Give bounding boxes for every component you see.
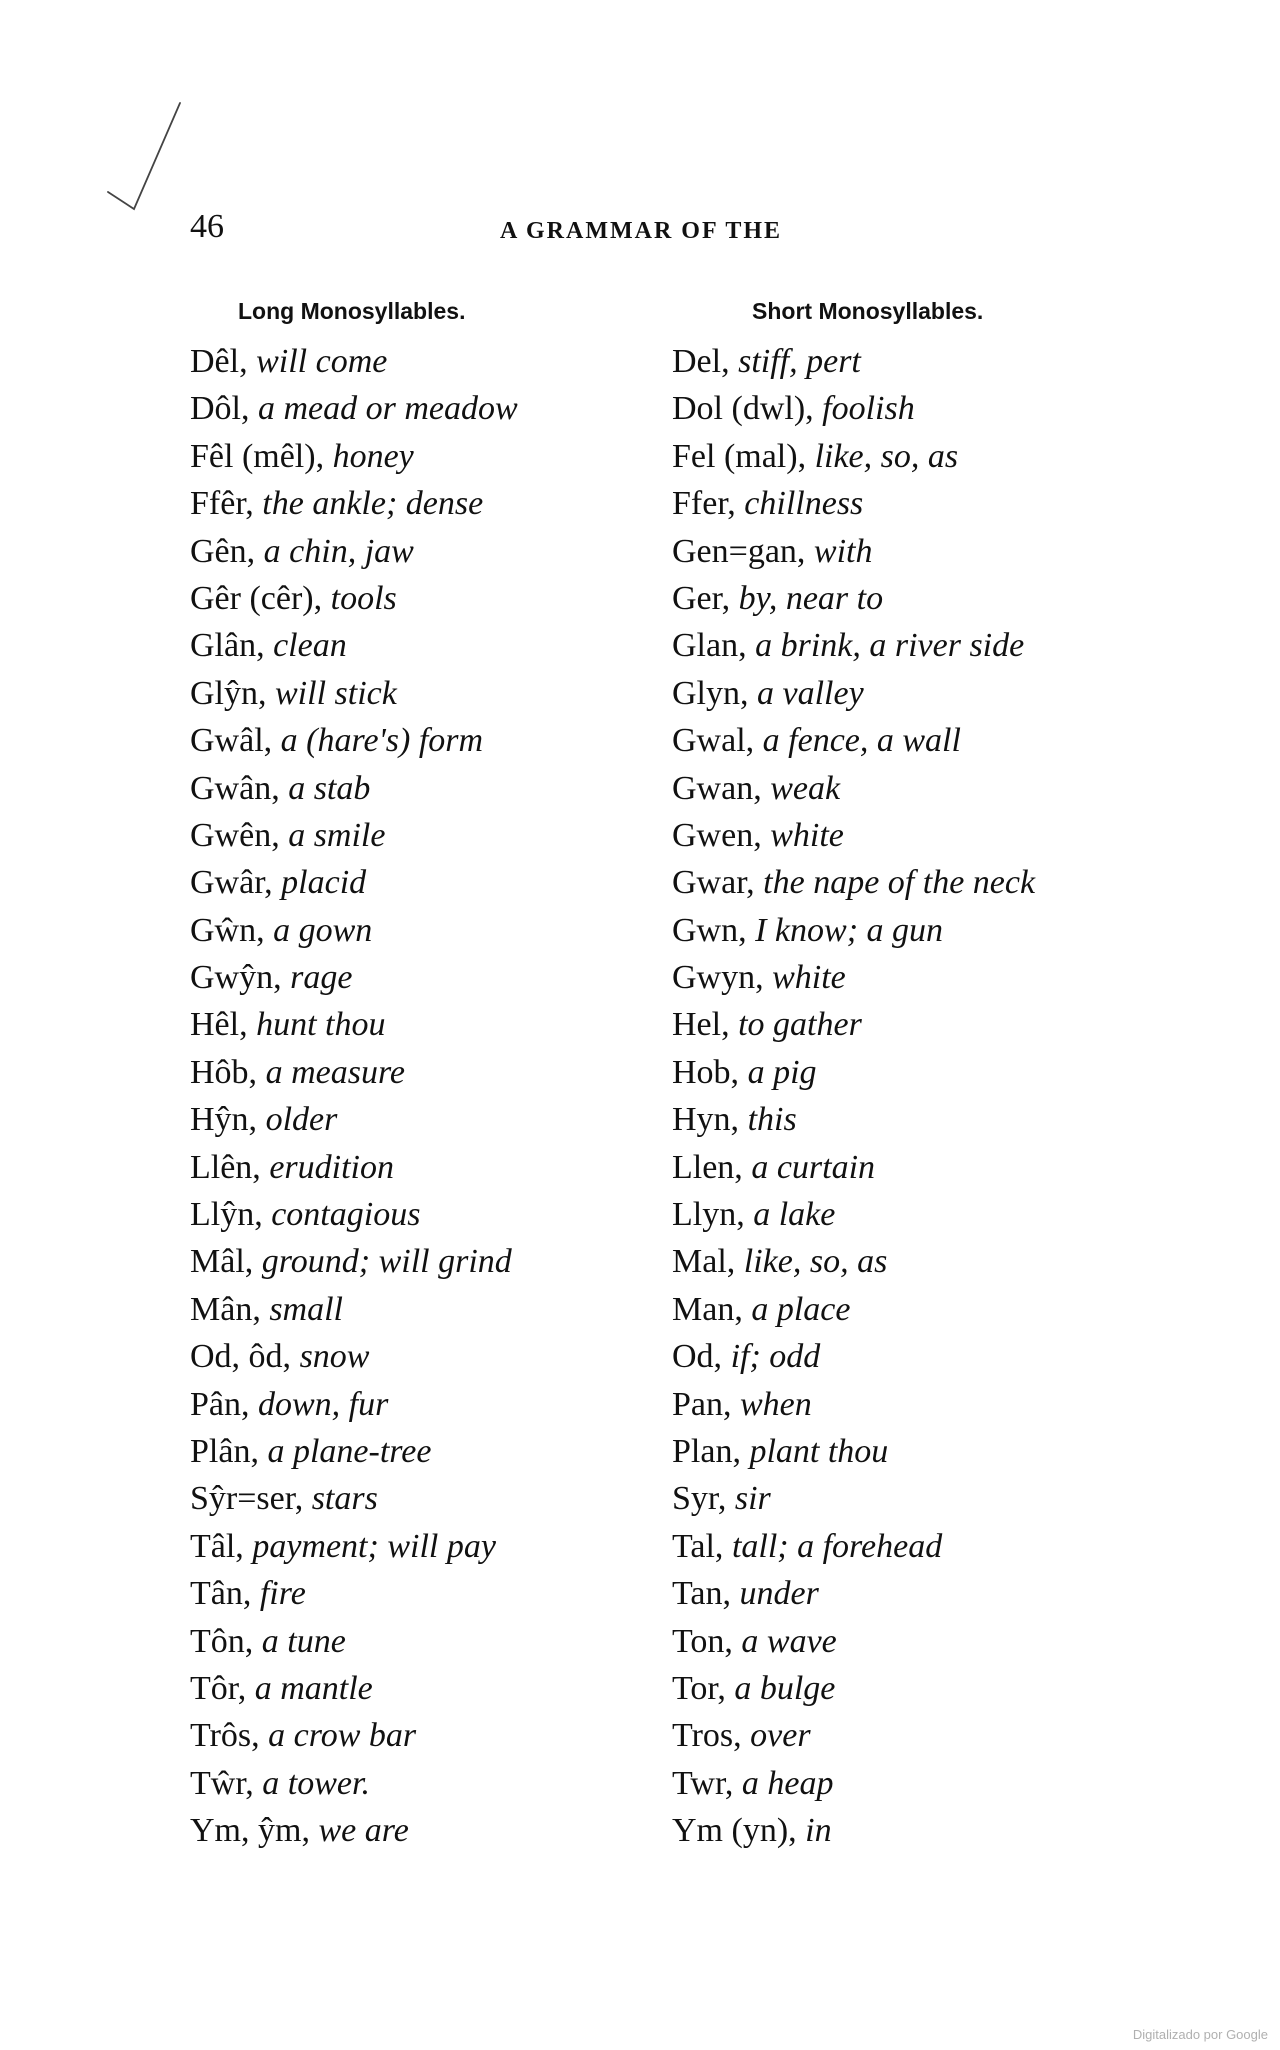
headword: Man, (672, 1290, 752, 1328)
short-monosyllables-list (672, 338, 1035, 1855)
gloss: contagious (271, 1196, 421, 1234)
headword: Plân, (190, 1432, 268, 1470)
headword: Tôn, (190, 1622, 262, 1660)
gloss: a bulge (734, 1669, 836, 1707)
headword: Mal, (672, 1243, 744, 1281)
headword: Gwan, (672, 769, 771, 807)
headword: Llyn, (672, 1196, 754, 1234)
headword: Glŷn, (190, 674, 275, 712)
gloss: a valley (757, 674, 864, 712)
dictionary-entry (672, 670, 1035, 717)
short-monosyllables-header: Short Monosyllables. (752, 298, 984, 324)
gloss: will come (256, 343, 388, 380)
gloss: I know; a gun (755, 911, 944, 949)
headword: Hob, (672, 1053, 748, 1091)
headword: Pân, (190, 1385, 258, 1423)
page-number: 46 (190, 208, 224, 245)
gloss: with (813, 532, 873, 570)
dictionary-entry (672, 1475, 1035, 1522)
headword: Fêl (mêl), (190, 437, 333, 475)
dictionary-entry (190, 480, 518, 527)
gloss: a mantle (254, 1669, 373, 1707)
dictionary-entry (672, 433, 1035, 480)
headword: Gen=gan, (672, 532, 814, 570)
gloss: chillness (744, 485, 864, 523)
headword: Gwŷn, (190, 959, 291, 997)
dictionary-entry (190, 1523, 518, 1570)
dictionary-entry (672, 1381, 1035, 1428)
gloss: a place (751, 1290, 851, 1328)
dictionary-entry (672, 859, 1035, 906)
gloss: weak (770, 769, 841, 807)
headword: Dol (dwl), (672, 390, 823, 428)
gloss: a wave (741, 1622, 837, 1660)
gloss: under (739, 1575, 819, 1613)
headword: Gwen, (672, 816, 771, 854)
gloss: older (265, 1101, 338, 1139)
dictionary-entry (672, 575, 1035, 622)
dictionary-entry (190, 1286, 518, 1333)
long-monosyllables-list (190, 338, 518, 1855)
dictionary-entry (672, 528, 1035, 575)
dictionary-entry (672, 1428, 1035, 1475)
headword: Gên, (190, 532, 264, 570)
headword: Llŷn, (190, 1196, 272, 1234)
headword: Gwân, (190, 769, 289, 807)
dictionary-entry (672, 1807, 1035, 1854)
dictionary-entry (672, 1665, 1035, 1712)
dictionary-entry (190, 1760, 518, 1807)
gloss: snow (299, 1338, 370, 1376)
gloss: over (750, 1717, 811, 1755)
headword: Fel (mal), (672, 437, 815, 475)
gloss: will stick (275, 674, 397, 712)
dictionary-entry (672, 717, 1035, 764)
headword: Gwn, (672, 911, 756, 949)
dictionary-entry (672, 1049, 1035, 1096)
headword: Trôs, (190, 1717, 269, 1755)
headword: Gwyn, (672, 959, 773, 997)
headword: Twr, (672, 1764, 742, 1802)
dictionary-entry (672, 907, 1035, 954)
gloss: by, near to (738, 579, 884, 617)
dictionary-entry (672, 1760, 1035, 1807)
dictionary-entry (672, 338, 1035, 385)
headword: Hel, (672, 1006, 739, 1044)
gloss: rage (290, 959, 353, 997)
watermark: Digitalizado por Google (1132, 2027, 1268, 2042)
gloss: small (269, 1290, 344, 1328)
dictionary-entry (190, 1712, 518, 1759)
headword: Gwar, (672, 864, 764, 902)
headword: Pan, (672, 1385, 740, 1423)
gloss: tools (330, 579, 397, 617)
dictionary-entry (190, 528, 518, 575)
gloss: in (805, 1812, 832, 1850)
gloss: we are (318, 1812, 409, 1850)
dictionary-entry (672, 1096, 1035, 1143)
dictionary-entry (672, 954, 1035, 1001)
long-monosyllables-header: Long Monosyllables. (238, 298, 466, 324)
dictionary-entry (672, 1001, 1035, 1048)
gloss: ground; will grind (261, 1243, 512, 1281)
headword: Tân, (190, 1575, 260, 1613)
dictionary-entry (190, 433, 518, 480)
headword: Mân, (190, 1290, 270, 1328)
gloss: a gown (273, 911, 373, 949)
headword: Plan, (672, 1432, 750, 1470)
dictionary-entry (190, 385, 518, 432)
dictionary-entry (672, 812, 1035, 859)
gloss: payment; will pay (252, 1527, 496, 1565)
gloss: this (747, 1101, 797, 1139)
dictionary-entry (190, 1665, 518, 1712)
headword: Tâl, (190, 1527, 253, 1565)
gloss: clean (273, 627, 347, 665)
dictionary-entry (190, 1333, 518, 1380)
gloss: a fence, a wall (762, 722, 961, 760)
pencil-checkmark-mark (100, 95, 190, 215)
gloss: if; odd (730, 1338, 821, 1376)
dictionary-entry (190, 1191, 518, 1238)
gloss: a plane-tree (267, 1432, 432, 1470)
dictionary-entry (190, 1096, 518, 1143)
headword: Tan, (672, 1575, 740, 1613)
gloss: a smile (288, 816, 386, 854)
headword: Gwâl, (190, 722, 281, 760)
gloss: the nape of the neck (763, 864, 1036, 902)
headword: Glan, (672, 627, 756, 665)
headword: Ger, (672, 579, 739, 617)
gloss: the ankle; dense (262, 485, 484, 523)
dictionary-entry (672, 622, 1035, 669)
gloss: a chin, jaw (263, 532, 414, 570)
dictionary-entry (190, 622, 518, 669)
headword: Del, (672, 343, 739, 380)
dictionary-entry (190, 907, 518, 954)
dictionary-entry (190, 1618, 518, 1665)
gloss: a stab (288, 769, 371, 807)
headword: Tôr, (190, 1669, 255, 1707)
headword: Tŵr, (190, 1764, 263, 1802)
gloss: white (770, 816, 844, 854)
headword: Tros, (672, 1717, 751, 1755)
dictionary-entry (190, 1238, 518, 1285)
gloss: fire (259, 1575, 306, 1613)
gloss: hunt thou (256, 1006, 386, 1044)
gloss: a crow bar (268, 1717, 417, 1755)
dictionary-entry (190, 1381, 518, 1428)
headword: Gwâr, (190, 864, 282, 902)
dictionary-entry (672, 1523, 1035, 1570)
dictionary-entry (672, 1144, 1035, 1191)
dictionary-entry (190, 1570, 518, 1617)
dictionary-entry (190, 1049, 518, 1096)
dictionary-entry (190, 859, 518, 906)
gloss: plant thou (749, 1432, 889, 1470)
headword: Hôb, (190, 1053, 266, 1091)
headword: Ym (yn), (672, 1812, 806, 1850)
dictionary-entry (190, 954, 518, 1001)
gloss: foolish (822, 390, 915, 428)
headword: Llen, (672, 1148, 752, 1186)
gloss: a heap (741, 1764, 834, 1802)
headword: Hyn, (672, 1101, 748, 1139)
gloss: honey (332, 437, 414, 475)
dictionary-entry (672, 765, 1035, 812)
headword: Tal, (672, 1527, 732, 1565)
dictionary-entry (672, 480, 1035, 527)
gloss: a curtain (751, 1148, 876, 1186)
gloss: a lake (753, 1196, 836, 1234)
dictionary-entry (672, 1570, 1035, 1617)
headword: Ffêr, (190, 485, 263, 523)
gloss: down, fur (258, 1385, 389, 1423)
headword: Ton, (672, 1622, 742, 1660)
headword: Od, ôd, (190, 1338, 300, 1376)
headword: Gwal, (672, 722, 763, 760)
gloss: a brink, a river side (755, 627, 1025, 665)
dictionary-entry (190, 575, 518, 622)
dictionary-entry (672, 1712, 1035, 1759)
gloss: stars (311, 1480, 378, 1518)
dictionary-entry (672, 385, 1035, 432)
gloss: like, so, as (743, 1243, 888, 1281)
dictionary-entry (672, 1238, 1035, 1285)
headword: Dêl, (190, 343, 257, 380)
headword: Hêl, (190, 1006, 257, 1044)
dictionary-entry (190, 1428, 518, 1475)
dictionary-entry (190, 338, 518, 385)
gloss: a mead or meadow (258, 390, 518, 428)
gloss: a (hare's) form (280, 722, 484, 760)
gloss: sir (734, 1480, 771, 1518)
dictionary-entry (190, 1144, 518, 1191)
headword: Syr, (672, 1480, 735, 1518)
gloss: a measure (265, 1053, 405, 1091)
headword: Ym, ŷm, (190, 1812, 319, 1850)
dictionary-entry (190, 1001, 518, 1048)
headword: Gwên, (190, 816, 289, 854)
headword: Od, (672, 1338, 731, 1376)
headword: Mâl, (190, 1243, 262, 1281)
dictionary-entry (672, 1618, 1035, 1665)
gloss: erudition (269, 1148, 394, 1186)
gloss: when (740, 1385, 812, 1423)
dictionary-entry (190, 812, 518, 859)
headword: Gŵn, (190, 911, 274, 949)
gloss: placid (281, 864, 367, 902)
gloss: tall; a forehead (731, 1527, 943, 1565)
headword: Dôl, (190, 390, 258, 428)
gloss: a tower. (262, 1764, 370, 1802)
gloss: to gather (738, 1006, 862, 1044)
dictionary-entry (190, 1807, 518, 1854)
dictionary-entry (672, 1191, 1035, 1238)
dictionary-entry (190, 717, 518, 764)
headword: Ffer, (672, 485, 745, 523)
gloss: a pig (747, 1053, 817, 1091)
running-head: A GRAMMAR OF THE (500, 218, 782, 244)
headword: Glyn, (672, 674, 757, 712)
headword: Hŷn, (190, 1101, 266, 1139)
gloss: like, so, as (814, 437, 959, 475)
headword: Glân, (190, 627, 274, 665)
gloss: white (772, 959, 846, 997)
headword: Sŷr=ser, (190, 1480, 312, 1518)
gloss: a tune (261, 1622, 346, 1660)
dictionary-entry (190, 1475, 518, 1522)
dictionary-entry (672, 1333, 1035, 1380)
headword: Gêr (cêr), (190, 579, 331, 617)
headword: Llên, (190, 1148, 270, 1186)
gloss: stiff, pert (738, 343, 861, 380)
dictionary-entry (672, 1286, 1035, 1333)
dictionary-entry (190, 670, 518, 717)
dictionary-entry (190, 765, 518, 812)
headword: Tor, (672, 1669, 735, 1707)
